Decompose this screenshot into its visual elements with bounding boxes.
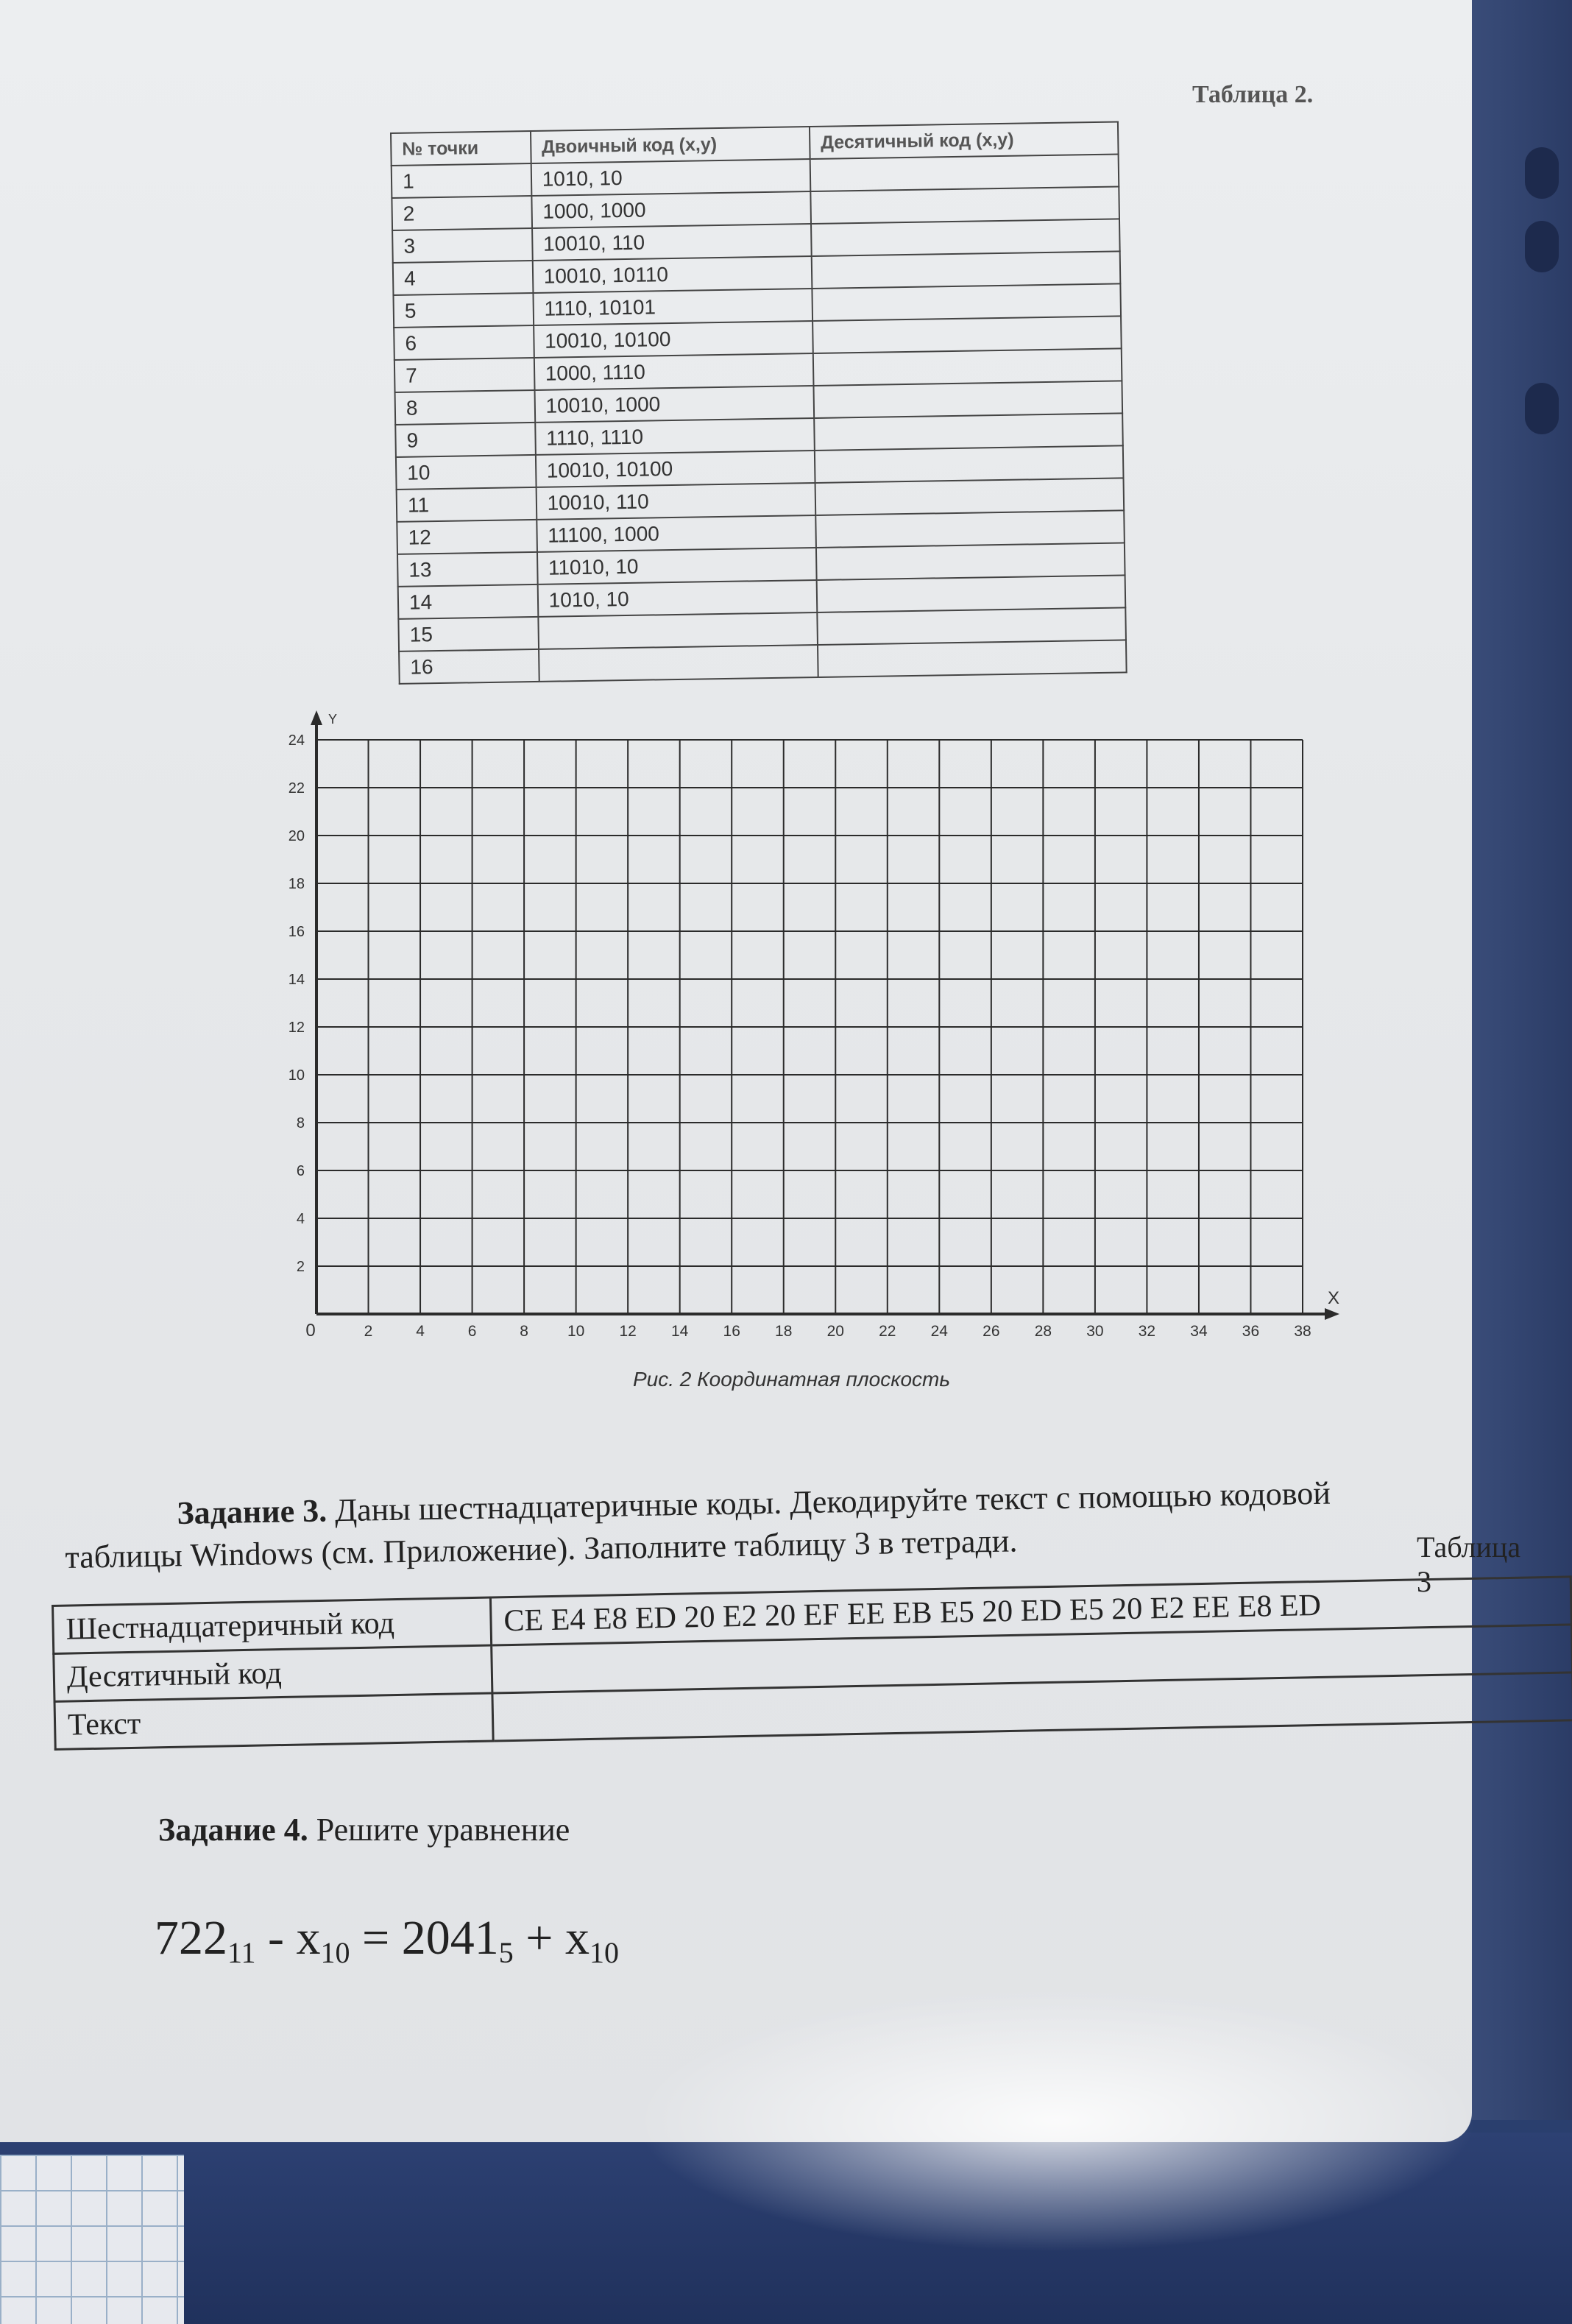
eq-base-a: 11 [227, 1936, 256, 1969]
eq-number-a: 722 [155, 1911, 227, 1965]
decimal-code-cell [815, 445, 1124, 483]
x-tick-label: 14 [671, 1323, 689, 1340]
x-tick-label: 10 [567, 1323, 585, 1340]
task4-text: Решите уравнение [308, 1812, 570, 1848]
binary-code-cell: 1000, 1110 [534, 353, 813, 390]
hex-decode-table [52, 1575, 1572, 1751]
eq-minus-x: - x [255, 1911, 321, 1965]
x-tick-label: 30 [1086, 1323, 1104, 1340]
decimal-code-cell [810, 154, 1119, 191]
row-label-hex: Шестнадцатеричный код [53, 1597, 492, 1653]
decimal-code-cell [812, 316, 1122, 353]
binary-code-cell: 10010, 10110 [532, 256, 812, 293]
x-tick-label: 2 [364, 1323, 373, 1340]
x-tick-label: 28 [1034, 1323, 1052, 1340]
eq-plus-x: + x [513, 1911, 590, 1965]
point-number-cell: 11 [397, 487, 537, 522]
eq-base-x2: 10 [589, 1936, 619, 1969]
y-axis-label: Y [328, 712, 338, 727]
table3-caption: Таблица 3 [1417, 1530, 1521, 1598]
binary-code-cell: 1110, 10101 [533, 289, 812, 325]
eq-base-b: 5 [498, 1936, 514, 1969]
x-tick-label: 6 [467, 1323, 477, 1340]
x-tick-label: 8 [520, 1323, 528, 1340]
binary-code-cell [538, 612, 818, 649]
y-tick-label: 2 [296, 1259, 305, 1275]
y-axis-arrow-icon [311, 710, 322, 725]
x-axis-arrow-icon [1325, 1308, 1339, 1320]
point-number-cell: 4 [393, 261, 533, 295]
binary-code-cell: 10010, 110 [536, 483, 815, 520]
point-number-cell: 3 [392, 228, 532, 263]
points-table-body [392, 154, 1127, 683]
binary-code-cell: 10010, 10100 [534, 321, 813, 358]
decimal-code-cell [817, 607, 1126, 645]
decimal-code-cell [814, 413, 1123, 451]
binary-code-cell: 10010, 1000 [534, 386, 814, 423]
task3-text1: Даны шестнадцатеричные коды. Декодируйте текст с помощью кодовой [326, 1474, 1331, 1529]
binary-code-cell: 10010, 110 [532, 224, 812, 261]
decimal-code-cell [812, 251, 1121, 289]
eq-equals-b: = 2041 [350, 1911, 499, 1965]
y-tick-label: 20 [288, 828, 305, 844]
x-tick-label: 34 [1190, 1323, 1208, 1340]
binder-hole [1525, 383, 1559, 434]
task4-prompt [158, 1811, 570, 1848]
decimal-code-cell [815, 510, 1125, 548]
y-tick-label: 12 [288, 1020, 305, 1036]
header-decimal-code: Десятичный код (x,y) [810, 121, 1119, 159]
x-tick-label: 12 [619, 1323, 637, 1340]
y-tick-label: 10 [288, 1067, 305, 1084]
y-tick-label: 4 [296, 1211, 305, 1227]
plot-grid [311, 710, 1339, 1320]
x-tick-label: 18 [775, 1323, 793, 1340]
point-number-cell: 5 [393, 293, 533, 328]
point-number-cell: 8 [395, 390, 535, 425]
notebook-grid-paper [0, 2155, 184, 2324]
y-tick-label: 22 [288, 780, 305, 797]
origin-label: 0 [305, 1321, 316, 1341]
x-tick-label: 16 [723, 1323, 740, 1340]
decimal-code-cell [816, 543, 1125, 580]
header-binary-code: Двоичный код (x,y) [531, 127, 810, 163]
y-tick-label: 14 [288, 972, 305, 988]
x-tick-label: 32 [1138, 1323, 1156, 1340]
binary-code-cell: 10010, 10100 [536, 451, 815, 487]
task4-title: Задание 4. [158, 1812, 308, 1848]
eq-base-x: 10 [320, 1936, 350, 1969]
x-tick-label: 24 [930, 1323, 948, 1340]
coordinate-plane [272, 710, 1362, 1358]
decimal-code-cell [816, 575, 1125, 612]
task3-title: Задание 3. [177, 1492, 328, 1531]
y-tick-label: 6 [296, 1163, 305, 1179]
x-axis-label: X [1327, 1288, 1340, 1308]
point-number-cell: 10 [396, 455, 536, 490]
decimal-code-cell [813, 348, 1122, 386]
points-table [390, 121, 1127, 684]
point-number-cell: 16 [399, 649, 539, 684]
binder-hole [1525, 147, 1559, 199]
point-number-cell: 12 [397, 520, 537, 554]
task3-prompt-line1 [177, 1474, 1331, 1532]
header-point-number: № точки [391, 131, 531, 166]
decimal-code-cell [811, 219, 1120, 256]
binary-code-cell: 11100, 1000 [537, 515, 816, 552]
y-tick-label: 8 [296, 1115, 305, 1131]
decimal-code-cell [815, 478, 1124, 515]
y-tick-label: 18 [288, 876, 305, 892]
x-tick-label: 4 [416, 1323, 425, 1340]
binder-strip [1454, 0, 1572, 2120]
point-number-cell: 9 [395, 423, 535, 457]
binary-code-cell: 1010, 10 [531, 159, 810, 196]
point-number-cell: 7 [394, 358, 534, 392]
binary-code-cell: 1000, 1000 [531, 191, 811, 228]
row-label-decimal: Десятичный код [54, 1645, 492, 1701]
plastic-sleeve-glare [633, 1988, 1479, 2253]
table2-caption: Таблица 2. [1192, 81, 1314, 108]
binary-code-cell: 11010, 10 [537, 548, 817, 584]
y-tick-label: 24 [288, 732, 305, 749]
equation [155, 1910, 619, 1970]
point-number-cell: 1 [392, 163, 531, 198]
binary-code-cell [539, 645, 818, 682]
x-tick-label: 38 [1294, 1323, 1311, 1340]
y-tick-label: 16 [288, 924, 305, 940]
figure-caption: Рис. 2 Координатная плоскость [633, 1368, 951, 1391]
point-number-cell: 13 [397, 552, 537, 587]
hex-codes-cell: CE E4 E8 ED 20 E2 20 EF EE EB E5 20 ED E5 20 E2 EE E8 ED [490, 1577, 1571, 1645]
task3-prompt-line2: таблицы Windows (см. Приложение). Заполните таблицу 3 в тетради. [65, 1522, 1018, 1575]
decimal-code-cell [810, 186, 1119, 224]
x-tick-label: 22 [879, 1323, 896, 1340]
point-number-cell: 15 [398, 617, 538, 651]
binary-code-cell: 1010, 10 [537, 580, 817, 617]
decimal-code-cell [812, 283, 1121, 321]
x-tick-label: 20 [826, 1323, 844, 1340]
decimal-code-cell [818, 640, 1127, 677]
point-number-cell: 6 [394, 325, 534, 360]
x-tick-label: 26 [982, 1323, 1000, 1340]
binary-code-cell: 1110, 1110 [535, 418, 815, 455]
decimal-code-cell [813, 381, 1122, 418]
row-label-text: Текст [54, 1693, 493, 1749]
point-number-cell: 2 [392, 196, 531, 230]
point-number-cell: 14 [398, 584, 538, 619]
binder-hole [1525, 221, 1559, 272]
x-tick-label: 36 [1242, 1323, 1260, 1340]
